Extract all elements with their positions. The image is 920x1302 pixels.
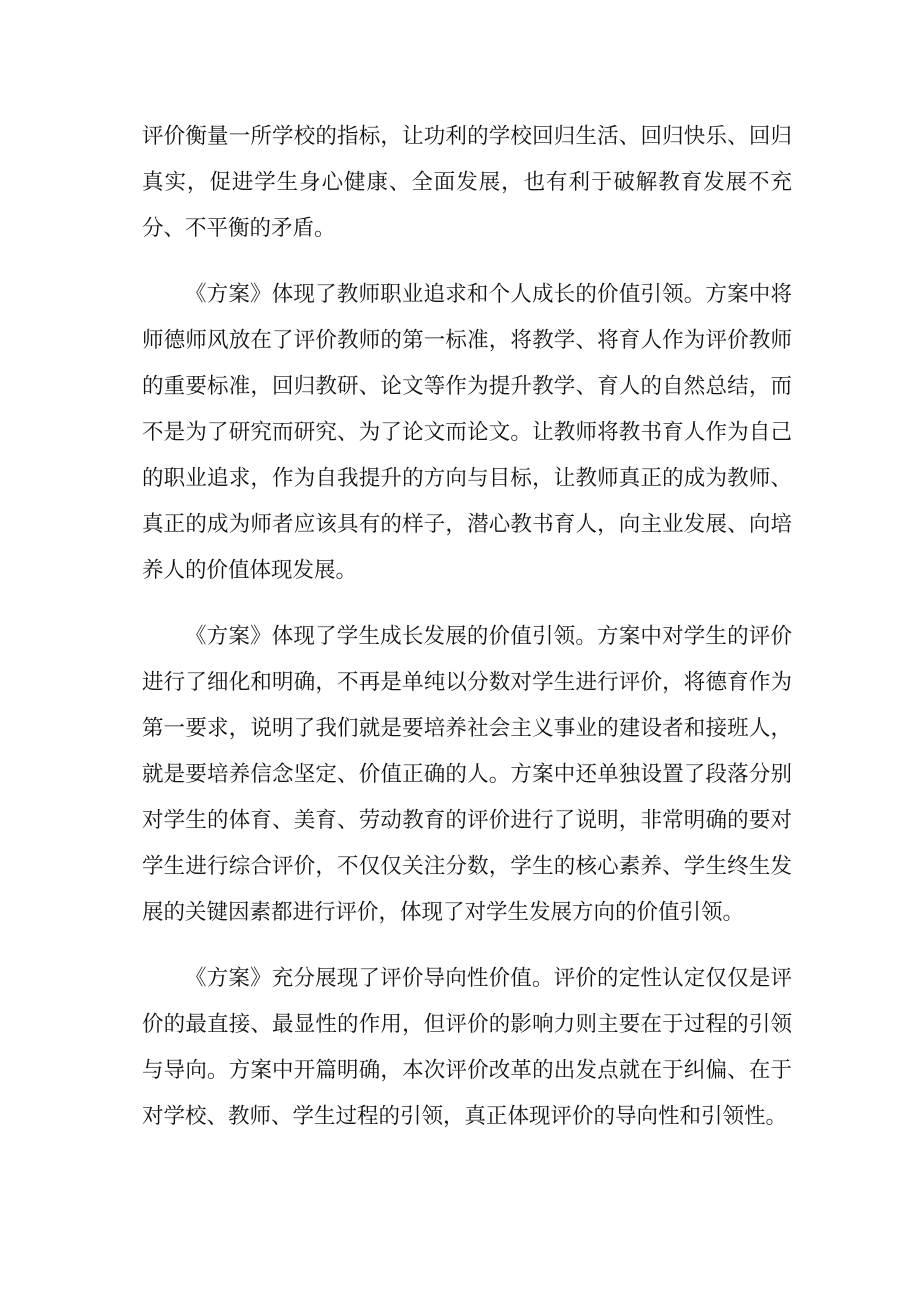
document-body (142, 114, 792, 1140)
paragraph-student-value: 《方案》体现了学生成长发展的价值引领。方案中对学生的评价进行了细化和明确，不再是单纯以分数对学生进行评价，将德育作为第一要求，说明了我们就是要培养社会主义事业的建设者和接班人，就是要培养信念坚定、价值正确的人。方案中还单独设置了段落分别对学生的体育、美育、劳动教育的评价进行了说明，非常明确的要对学生进行综合评价，不仅仅关注分数，学生的核心素养、学生终生发展的关键因素都进行评价，体现了对学生发展方向的价值引领。 (142, 624, 792, 925)
paragraph-evaluation-guidance: 《方案》充分展现了评价导向性价值。评价的定性认定仅仅是评价的最直接、最显性的作用，但评价的影响力则主要在于过程的引领与导向。方案中开篇明确，本次评价改革的出发点就在于纠偏、在于对学校、教师、学生过程的引领，真正体现评价的导向性和引领性。 (142, 966, 792, 1129)
paragraph-teacher-value: 《方案》体现了教师职业追求和个人成长的价值引领。方案中将师德师风放在了评价教师的第一标准，将教学、将育人作为评价教师的重要标准，回归教研、论文等作为提升教学、育人的自然总结，而不是为了研究而研究、为了论文而论文。让教师将教书育人作为自己的职业追求，作为自我提升的方向与目标，让教师真正的成为教师、真正的成为师者应该具有的样子，潜心教书育人，向主业发展、向培养人的价值体现发展。 (142, 282, 792, 583)
paragraph-continuation: 评价衡量一所学校的指标，让功利的学校回归生活、回归快乐、回归真实，促进学生身心健康、全面发展，也有利于破解教育发展不充分、不平衡的矛盾。 (142, 124, 792, 241)
